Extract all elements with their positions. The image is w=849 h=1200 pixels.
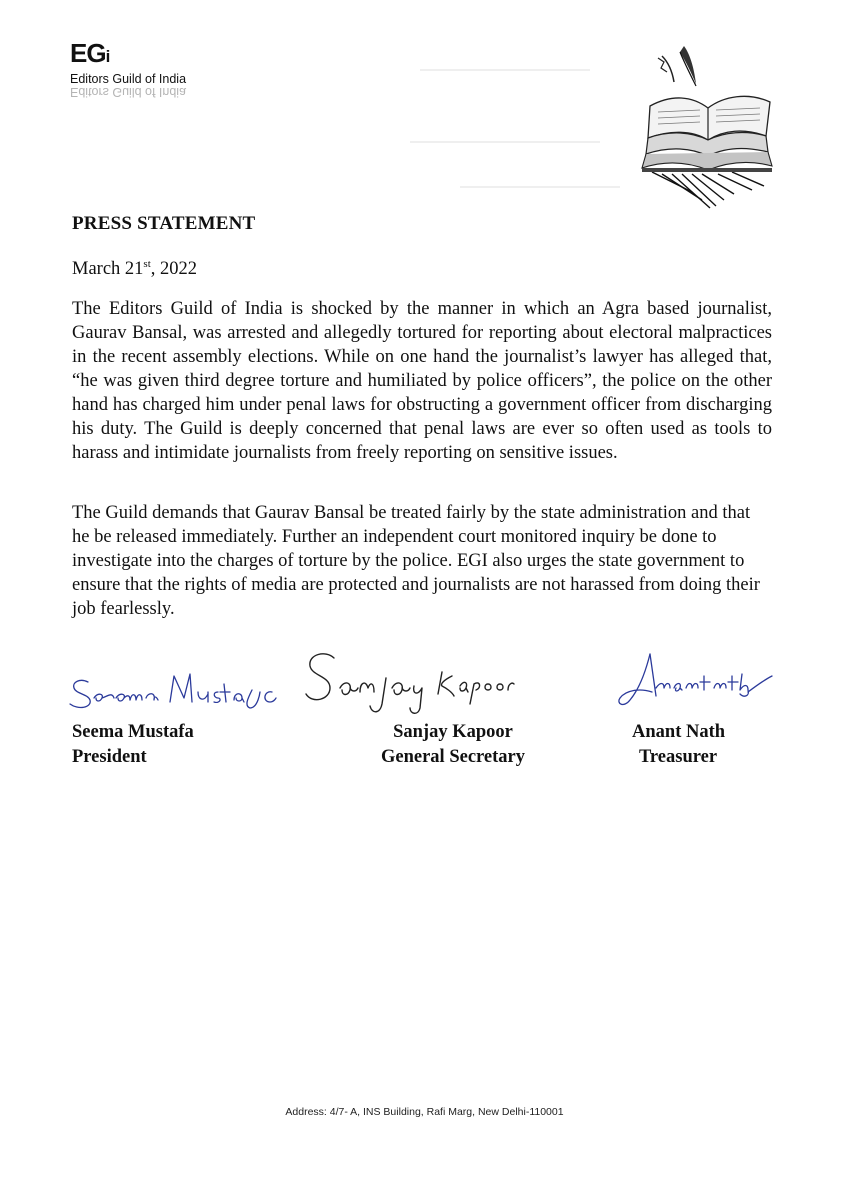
faint-header-watermark <box>400 62 620 202</box>
book-quill-icon <box>632 40 780 212</box>
signer-name: Seema Mustafa <box>72 722 194 742</box>
logo-mark: EGi <box>70 38 111 68</box>
statement-paragraph-1: The Editors Guild of India is shocked by the manner in which an Agra based journalist, Gaurav Bansal, was arrested and allegedly tortured for reporting about electoral malpractices in the recent assembly elections. While on one hand the journalist’s lawyer has alleged that, “he was given third degree torture and humiliated by police officers”, the police on the other hand has charged him under penal laws for obstructing a government officer from discharging his duty. The Guild is deeply concerned that penal laws are ever so often used as tools to harass and intimidate journalists from freely reporting on sensitive issues. <box>72 299 772 463</box>
signer-block-1 <box>72 720 194 770</box>
footer-address: Address: 4/7- A, INS Building, Rafi Marg, New Delhi-110001 <box>285 1106 564 1118</box>
logo-org-name: Editors Guild of India <box>70 72 187 86</box>
logo-org-name-reflection: Editors Guild of India <box>70 85 187 99</box>
signature-sanjay-kapoor <box>300 642 532 722</box>
egi-logo <box>70 40 210 102</box>
statement-paragraph-2: The Guild demands that Gaurav Bansal be treated fairly by the state administration and that he be released immediately. Further an independent court monitored inquiry be done to investigate into the charges of torture by the police. EGI also urges the state government to ensure that the rights of media are protected and journalists are not harassed from doing their job fearlessly. <box>72 503 760 619</box>
signer-role: General Secretary <box>381 747 525 767</box>
signature-anant-nath <box>606 648 778 720</box>
signer-name: Anant Nath <box>632 722 726 742</box>
document-date: March 21st, 2022 <box>72 258 198 279</box>
signer-role: Treasurer <box>638 747 718 767</box>
signer-role: President <box>72 747 147 767</box>
document-title: PRESS STATEMENT <box>72 213 256 234</box>
signer-block-3 <box>632 720 724 770</box>
signer-block-2 <box>374 720 532 770</box>
signature-seema-mustafa <box>66 662 288 722</box>
signer-name: Sanjay Kapoor <box>393 722 513 742</box>
